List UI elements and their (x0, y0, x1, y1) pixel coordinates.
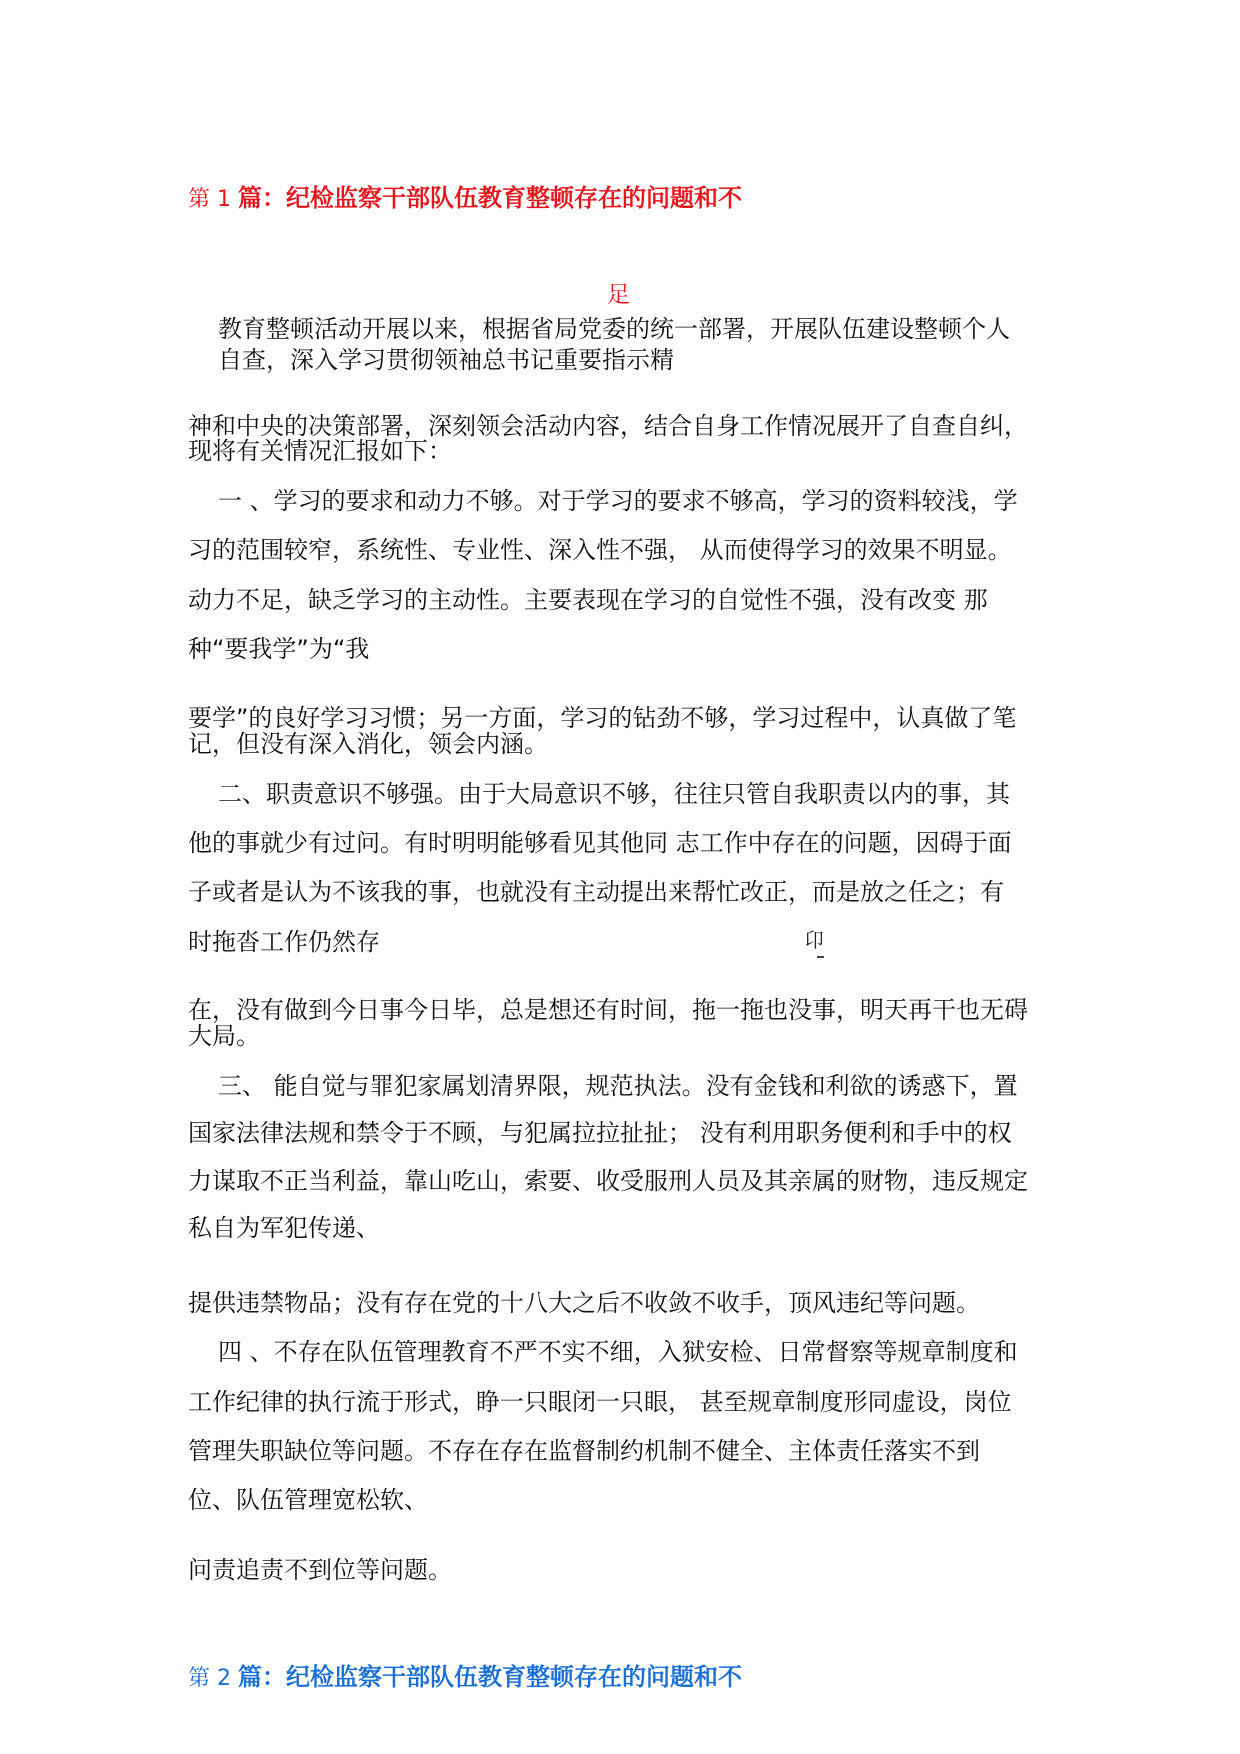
body-line: 四 、不存在队伍管理教育不严不实不细，入狱安检、日常督察等规章制度和 (218, 1338, 1018, 1366)
body-line: 国家法律法规和禁令于不顾，与犯属拉拉扯扯； 没有利用职务便利和手中的权 (188, 1119, 1012, 1147)
body-line: 现将有关情况汇报如下： (188, 437, 452, 465)
article-1-title-continuation: 足 (607, 282, 630, 308)
body-line: 动力不足，缺乏学习的主动性。主要表现在学习的自觉性不强，没有改变 那 (188, 586, 988, 614)
body-line: 时拖沓工作仍然存 (188, 928, 380, 956)
body-line: 种“要我学”为“我 (188, 635, 370, 663)
article-2-number: 第 2 (188, 1666, 238, 1691)
body-line: 在，没有做到今日事今日毕，总是想还有时间，拖一拖也没事，明天再干也无碍 (188, 996, 1028, 1024)
article-1-heading (188, 178, 742, 213)
body-line: 一 、学习的要求和动力不够。对于学习的要求不够高，学习的资料较浅，学 (218, 487, 1018, 515)
article-1-number: 第 1 (188, 187, 238, 212)
body-line: 管理失职缺位等问题。不存在存在监督制约机制不健全、主体责任落实不到 (188, 1437, 980, 1465)
body-line: 二、职责意识不够强。由于大局意识不够，往往只管自我职责以内的事，其 (218, 780, 1010, 808)
body-line: 自查，深入学习贯彻领袖总书记重要指示精 (218, 346, 674, 374)
scan-artifact-mark (817, 956, 824, 958)
body-line: 工作纪律的执行流于形式，睁一只眼闭一只眼， 甚至规章制度形同虚设，岗位 (188, 1388, 1012, 1416)
body-line: 教育整顿活动开展以来，根据省局党委的统一部署，开展队伍建设整顿个人 (218, 315, 1010, 343)
article-2-title: 篇：纪检监察干部队伍教育整顿存在的问题和不 (237, 1663, 742, 1691)
body-line: 私自为军犯传递、 (188, 1214, 380, 1242)
article-2-heading (188, 1657, 742, 1692)
body-line: 记，但没有深入消化，领会内涵。 (188, 730, 548, 758)
body-line: 问责追责不到位等问题。 (188, 1556, 452, 1584)
body-line: 三、 能自觉与罪犯家属划清界限，规范执法。没有金钱和利欲的诱惑下，置 (218, 1072, 1018, 1100)
body-line: 子或者是认为不该我的事，也就没有主动提出来帮忙改正，而是放之任之；有 (188, 878, 1004, 906)
scan-artifact-text: 卬 (804, 928, 824, 952)
body-line: 力谋取不正当利益，靠山吃山，索要、收受服刑人员及其亲属的财物，违反规定 (188, 1167, 1028, 1195)
body-line: 他的事就少有过问。有时明明能够看见其他同 志工作中存在的问题，因碍于面 (188, 829, 1012, 857)
body-line: 习的范围较窄，系统性、专业性、深入性不强， 从而使得学习的效果不明显。 (188, 536, 1012, 564)
body-line: 提供违禁物品；没有存在党的十八大之后不收敛不收手，顶风违纪等问题。 (188, 1289, 980, 1317)
body-line: 要学”的良好学习习惯；另一方面，学习的钻劲不够，学习过程中，认真做了笔 (188, 704, 1017, 732)
body-line: 神和中央的决策部署，深刻领会活动内容，结合自身工作情况展开了自查自纠， (188, 412, 1028, 440)
article-1-title: 篇：纪检监察干部队伍教育整顿存在的问题和不 (237, 184, 742, 212)
body-line: 位、队伍管理宽松软、 (188, 1486, 428, 1514)
body-line: 大局。 (188, 1022, 260, 1050)
